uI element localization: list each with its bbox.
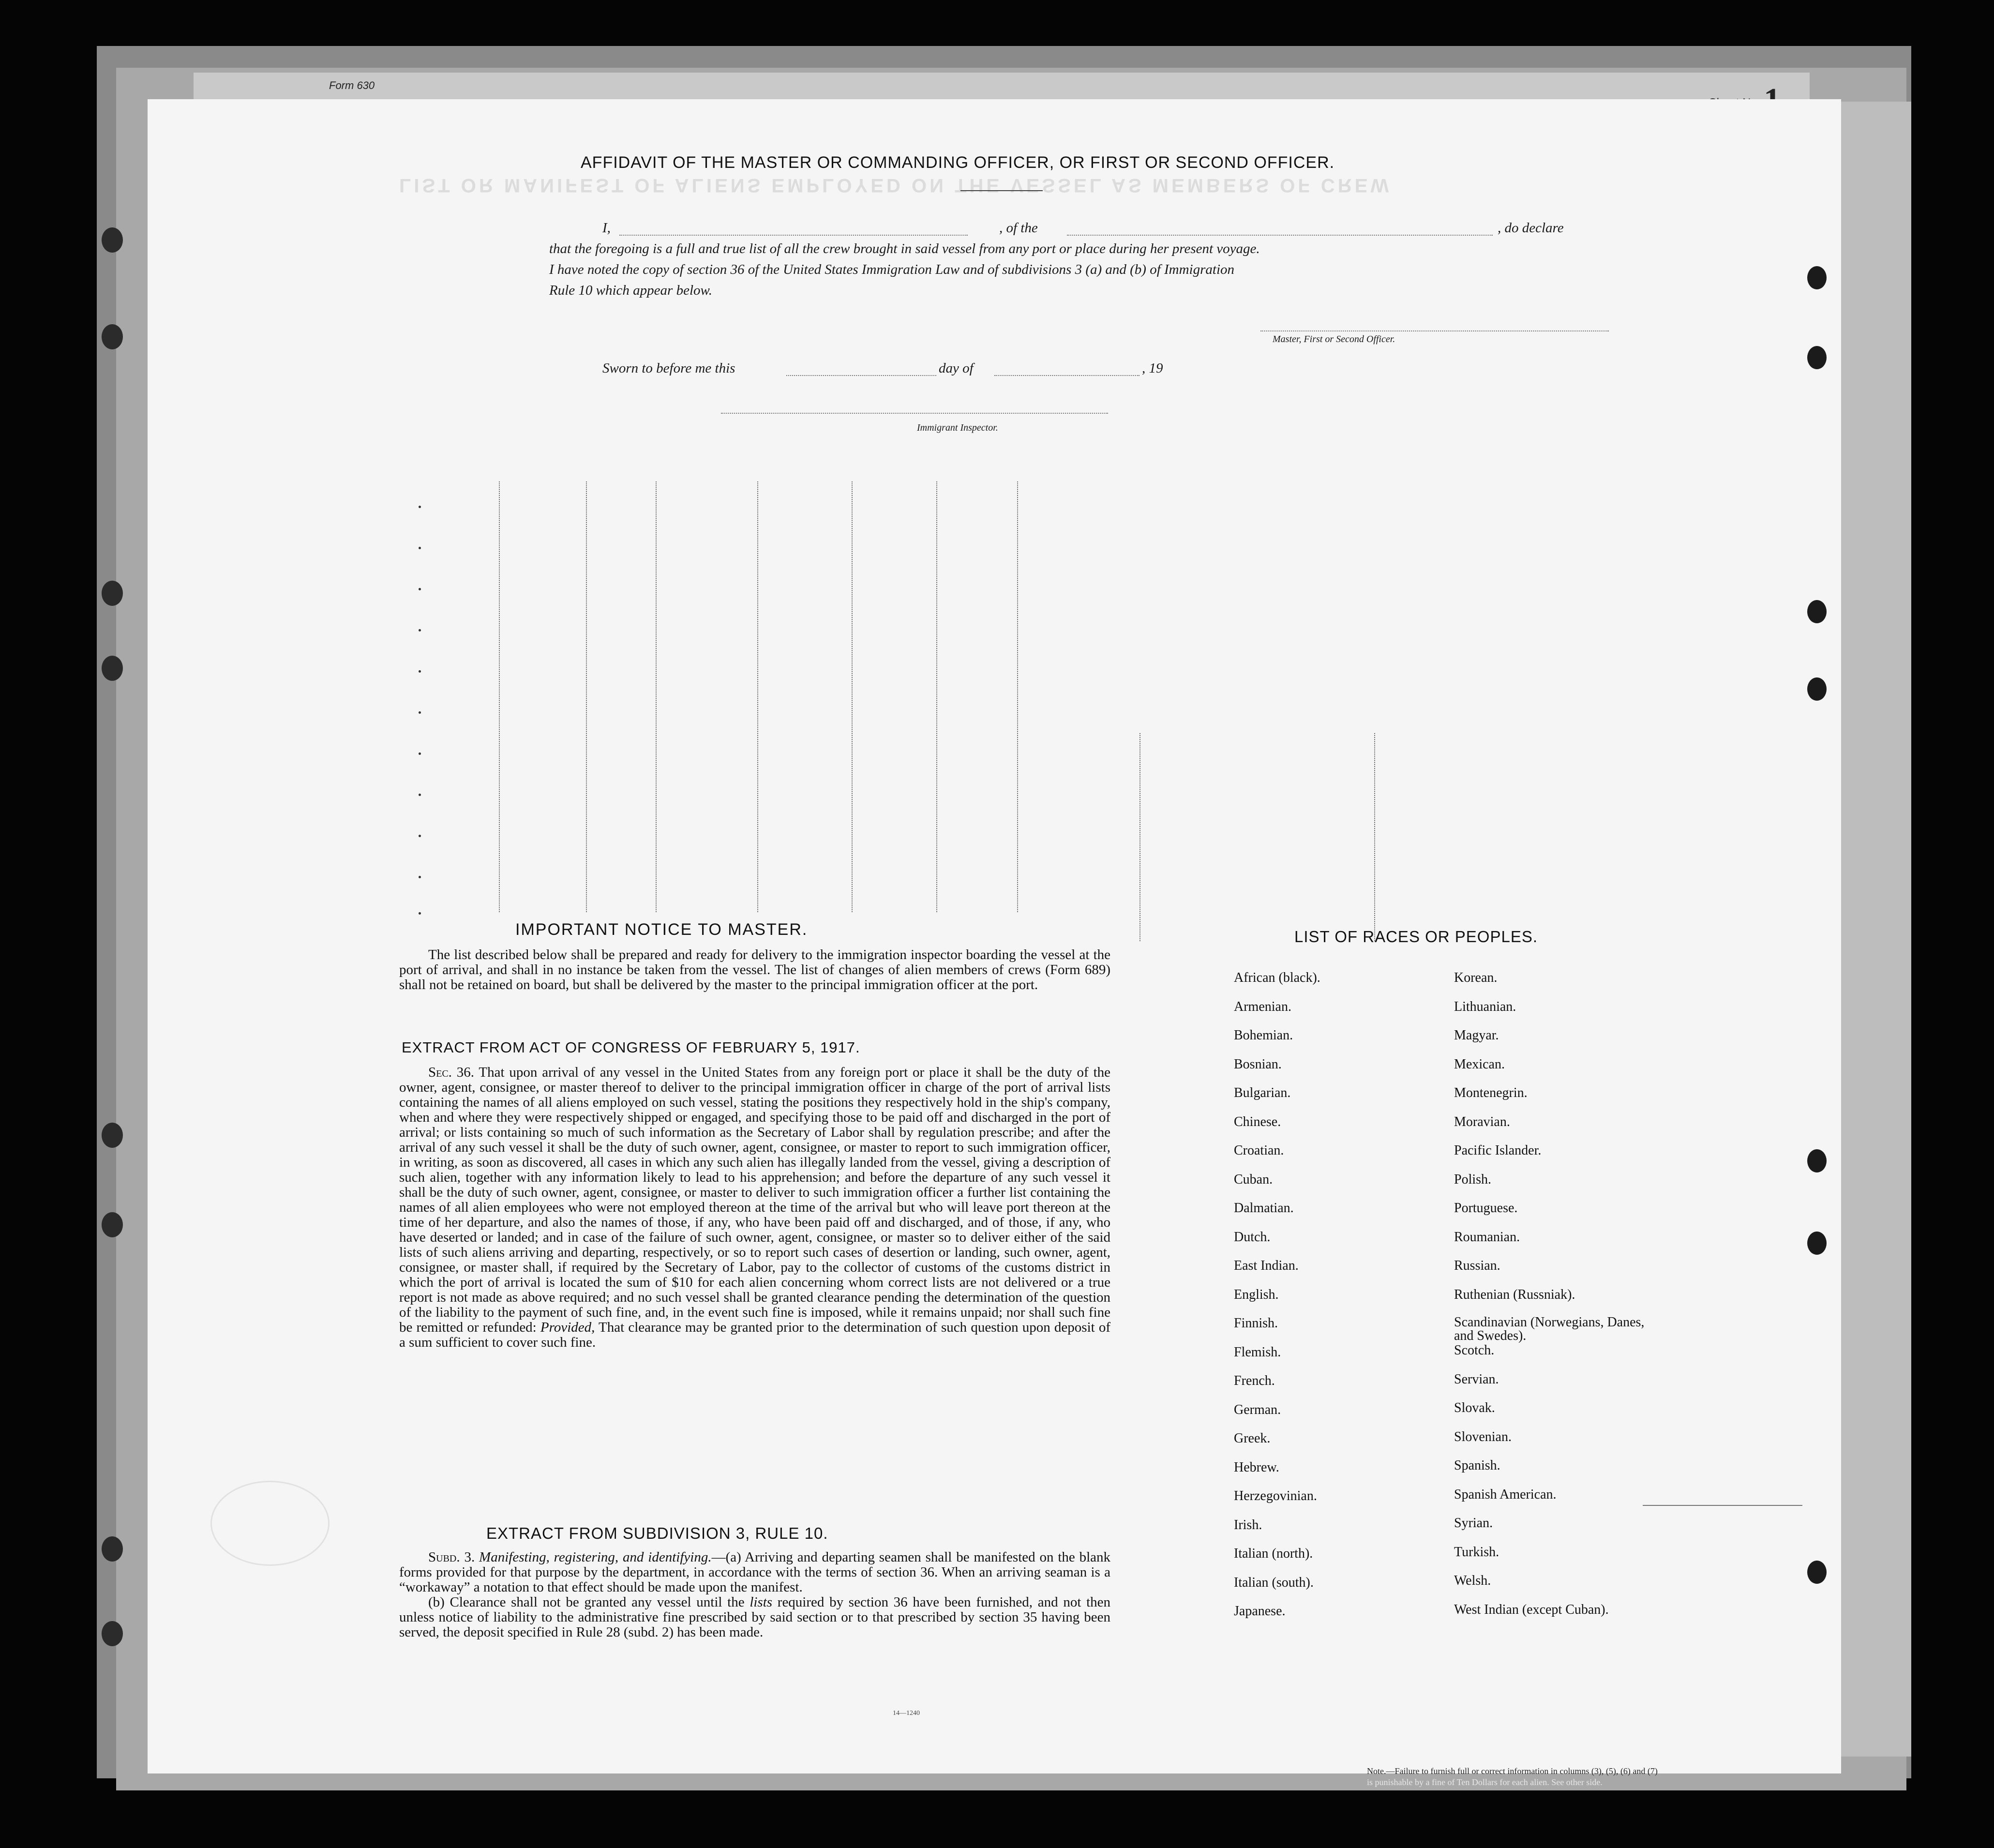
day-of-label: day of (939, 361, 974, 376)
race-item: Polish. (1454, 1172, 1492, 1187)
race-item: Servian. (1454, 1371, 1499, 1387)
race-item: West Indian (except Cuban). (1454, 1602, 1609, 1617)
affidavit-declare-label: , do declare (1498, 220, 1564, 236)
binder-hole (102, 1212, 123, 1237)
footer-note-line-2: is punishable by a fine of Ten Dollars for each alien. See other side. (1367, 1777, 1603, 1787)
column-rule (499, 481, 500, 912)
notice-title: IMPORTANT NOTICE TO MASTER. (515, 920, 808, 939)
sworn-label: Sworn to before me this (602, 361, 735, 376)
binder-hole (102, 581, 123, 606)
extract-act-title: EXTRACT FROM ACT OF CONGRESS OF FEBRUARY 5, 1917. (402, 1039, 860, 1056)
column-rule (1139, 733, 1140, 941)
race-item: French. (1234, 1373, 1275, 1388)
row-mark (419, 711, 421, 714)
row-mark (419, 876, 421, 878)
column-rule (936, 481, 937, 912)
race-item: Russian. (1454, 1258, 1500, 1273)
binder-hole (102, 324, 123, 349)
right-sheet-edge (1834, 102, 1911, 1757)
name-field-line[interactable] (619, 235, 968, 236)
form-number: Form 630 (329, 79, 375, 91)
race-item: Bohemian. (1234, 1028, 1293, 1043)
race-item: Korean. (1454, 970, 1498, 985)
row-mark (419, 794, 421, 796)
row-mark (419, 547, 421, 549)
race-item: Cuban. (1234, 1172, 1273, 1187)
race-item: Herzegovinian. (1234, 1488, 1317, 1503)
faint-stamp (210, 1481, 330, 1566)
races-column-2 (1454, 970, 1657, 1631)
race-item: Portuguese. (1454, 1201, 1518, 1216)
extract-act-text: Sec. 36. That upon arrival of any vessel in the United States from any foreign port or place it shall be the duty of the owner, agent, consignee, or master thereof to deliver to the principal immigration officer in charge of the port of arrival lists containing the names of all aliens employed on such vessel, stating the positions they respectively hold in the ship's company, when and where they were respectively shipped or engaged, and specifying those to be paid off and discharged in the port of arrival; or lists containing so much of such information as the Secretary of Labor shall by regulation prescribe; and after the arrival of any such vessel it shall be the duty of such owner, agent, consignee, or master to report to such immigration officer, in writing, as soon as discovered, all cases in which any such alien has illegally landed from the vessel, giving a description of such alien, together with any information likely to lead to his apprehension; and before the departure of any such vessel it shall be the duty of such owner, agent, consignee, or master to deliver to such immigration officer a further list containing the names of all alien employees who were not employed thereon at the time of the arrival but who will leave port thereon at the time of her departure, and also the names of those, if any, who have been paid off and discharged, and of those, if any, who have deserted or landed; and in case of the failure of such owner, agent, consignee, or master so to deliver either of the said lists of such aliens arriving and departing, respectively, or so to report such cases of desertion or landing, such owner, agent, consignee, or master shall, if required by the Secretary of Labor, pay to the collector of customs of the customs district in which the port of arrival is located the sum of $10 for each alien concerning whom correct lists are not delivered or a true report is not made as above required; and no such vessel shall be granted clearance pending the determination of the question of the liability to the payment of such fine, and, in the event such fine is imposed, while it remains unpaid; nor shall such fine be remitted or refunded: Provided, That clearance may be granted prior to the determination of such question upon deposit of a sum sufficient to cover such fine. (399, 1065, 1110, 1350)
races-title: LIST OF RACES OR PEOPLES. (1294, 928, 1538, 946)
notice-text: The list described below shall be prepared and ready for delivery to the immigration inspector boarding the vessel at the port of arrival, and shall in no instance be taken from the vessel. The list of changes of alien members of crews (Form 689) shall not be retained on board, but shall be delivered by the master to the principal immigration officer at the port. (399, 947, 1110, 992)
column-rule (757, 481, 758, 912)
binder-hole (102, 227, 123, 253)
race-item: Moravian. (1454, 1114, 1510, 1129)
binder-hole (102, 656, 123, 681)
race-item: Bulgarian. (1234, 1085, 1291, 1100)
race-item: Slovak. (1454, 1400, 1495, 1415)
affidavit-of-the-label: , of the (999, 220, 1038, 236)
row-mark (419, 588, 421, 590)
year-label: , 19 (1142, 361, 1163, 376)
binder-hole (1807, 266, 1827, 289)
races-list (1234, 970, 1814, 1735)
margin-rule (1643, 1505, 1802, 1506)
affidavit-line-4: Rule 10 which appear below. (549, 283, 712, 298)
race-item: Spanish American. (1454, 1487, 1557, 1502)
column-rule (1017, 481, 1018, 912)
vessel-field-line[interactable] (1067, 235, 1493, 236)
binder-hole (1807, 677, 1827, 701)
affidavit-i-label: I, (602, 220, 611, 236)
column-rule (1374, 733, 1375, 941)
title-rule (960, 190, 1043, 191)
race-item: Hebrew. (1234, 1459, 1279, 1475)
race-item: English. (1234, 1287, 1279, 1302)
sworn-day-line[interactable] (786, 375, 936, 376)
race-item: Croatian. (1234, 1143, 1284, 1158)
race-item: Irish. (1234, 1517, 1262, 1532)
binder-hole (102, 1621, 123, 1646)
race-item: Lithuanian. (1454, 999, 1516, 1014)
affidavit-page (148, 99, 1841, 1776)
race-item: Finnish. (1234, 1316, 1278, 1331)
race-item: Flemish. (1234, 1344, 1281, 1360)
race-item: East Indian. (1234, 1258, 1299, 1273)
race-item: Japanese. (1234, 1604, 1286, 1619)
race-item: Ruthenian (Russniak). (1454, 1287, 1575, 1302)
race-item: German. (1234, 1402, 1281, 1417)
row-mark (419, 506, 421, 508)
row-mark (419, 912, 421, 915)
race-item: Armenian. (1234, 999, 1291, 1014)
column-rule (586, 481, 587, 912)
race-item: Syrian. (1454, 1516, 1493, 1531)
race-item: Greek. (1234, 1431, 1271, 1446)
race-item: Pacific Islander. (1454, 1143, 1542, 1158)
extract-rule-title: EXTRACT FROM SUBDIVISION 3, RULE 10. (486, 1524, 828, 1542)
sworn-month-line[interactable] (994, 375, 1139, 376)
race-item: Magyar. (1454, 1028, 1499, 1043)
race-item: Turkish. (1454, 1544, 1499, 1560)
binder-hole (102, 1536, 123, 1562)
row-mark (419, 835, 421, 837)
race-item: Chinese. (1234, 1114, 1281, 1129)
affidavit-line-3: I have noted the copy of section 36 of the United States Immigration Law and of subdivisions 3 (a) and (b) of Immigration (549, 262, 1235, 277)
race-item: African (black). (1234, 970, 1320, 985)
print-code: 14—1240 (893, 1710, 920, 1717)
race-item: Italian (south). (1234, 1575, 1314, 1590)
binder-hole (102, 1123, 123, 1148)
affidavit-line-2: that the foregoing is a full and true list of all the crew brought in said vessel from any port or place during her present voyage. (549, 241, 1260, 256)
race-item: Scandinavian (Norwegians, Danes, and Swedes). (1454, 1315, 1645, 1343)
row-mark (419, 752, 421, 755)
row-mark (419, 670, 421, 673)
master-signature-label: Master, First or Second Officer. (1273, 334, 1395, 345)
inspector-signature-line[interactable] (721, 413, 1108, 414)
race-item: Montenegrin. (1454, 1085, 1528, 1100)
binder-hole (1807, 600, 1827, 623)
race-item: Scotch. (1454, 1343, 1495, 1358)
race-item: Dalmatian. (1234, 1201, 1294, 1216)
races-column-1 (1234, 970, 1320, 1633)
race-item: Slovenian. (1454, 1429, 1512, 1444)
column-rule (852, 481, 853, 912)
race-item: Roumanian. (1454, 1229, 1520, 1245)
column-rule (656, 481, 657, 912)
inspector-label: Immigrant Inspector. (917, 422, 998, 433)
row-mark (419, 629, 421, 631)
footer-note: Note.—Failure to furnish full or correct information in columns (3), (5), (6) and (7) (1367, 1766, 1658, 1776)
race-item: Mexican. (1454, 1056, 1505, 1072)
top-sheet-strip (194, 73, 1810, 99)
binder-hole (1807, 346, 1827, 369)
race-item: Italian (north). (1234, 1546, 1313, 1561)
affidavit-title: AFFIDAVIT OF THE MASTER OR COMMANDING OFFICER, OR FIRST OR SECOND OFFICER. (581, 153, 1335, 172)
extract-rule-text: Subd. 3. Manifesting, registering, and identifying.—(a) Arriving and departing seamen shall be manifested on the blank forms provided for that purpose by the department, in accordance with the terms of section 36. When an arriving seaman is a “workaway” a notation to that effect should be made upon the manifest. (b) Clearance shall not be granted any vessel until the lists required by section 36 have been furnished, and not then unless notice of liability to the administrative fine prescribed by said section or to that prescribed by section 35 having been served, the deposit specified in Rule 28 (subd. 2) has been made. (399, 1549, 1111, 1640)
race-item: Welsh. (1454, 1573, 1491, 1588)
race-item: Dutch. (1234, 1229, 1271, 1245)
bleed-through-text: LIST OR MANIFEST OF ALIENS EMPLOYED ON THE VESSEL AS MEMBERS OF CREW (399, 175, 1392, 196)
race-item: Bosnian. (1234, 1056, 1282, 1072)
race-item: Spanish. (1454, 1458, 1500, 1473)
